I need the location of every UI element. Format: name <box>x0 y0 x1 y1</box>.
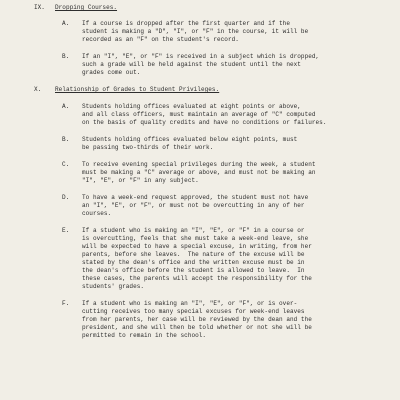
item-line: recorded as an "F" on the student's record. <box>82 36 239 43</box>
item-line: such a grade will be held against the student until the next <box>82 61 301 68</box>
item-line: must be making a "C" average or above, and must not be making an <box>82 169 316 176</box>
item-line: the dean's office before the student is allowed to leave. In <box>82 267 305 274</box>
item-label: A. <box>62 103 70 110</box>
item-line: "I", "E", or "F" in any subject. <box>82 177 199 184</box>
item-label: B. <box>62 136 70 143</box>
section-number: IX. <box>34 4 45 11</box>
item-line: will be expected to have a special excuse, in writing, from her <box>82 243 312 250</box>
item-line: To receive evening special privileges during the week, a student <box>82 161 316 168</box>
item-line: and all class officers, must maintain an average of "C" computed <box>82 111 316 118</box>
item-line: is overcutting, feels that she must take a week-end leave, she <box>82 235 309 242</box>
item-label: E. <box>62 227 70 234</box>
item-line: students' grades. <box>82 283 145 290</box>
item-label: B. <box>62 53 70 60</box>
item-line: be passing two-thirds of their work. <box>82 144 214 151</box>
section-title: Relationship of Grades to Student Privileges. <box>55 86 220 93</box>
item-line: Students holding offices evaluated below eight points, must <box>82 136 298 143</box>
item-line: cutting receives too many special excuses for week-end leaves <box>82 308 305 315</box>
item-line: courses. <box>82 210 112 217</box>
item-line: student is making a "D", "I", or "F" in the course, it will be <box>82 28 309 35</box>
item-label: F. <box>62 300 70 307</box>
item-label: A. <box>62 20 70 27</box>
item-line: parents, before she leaves. The nature of the excuse will be <box>82 251 305 258</box>
item-line: these cases, the parents will accept the responsibility for the <box>82 275 312 282</box>
item-line: president, and she will then be told whether or not she will be <box>82 324 312 331</box>
item-line: If a student who is making an "I", "E", or "F" in a course or <box>82 227 305 234</box>
item-label: D. <box>62 194 70 201</box>
item-line: from her parents, her case will be reviewed by the dean and the <box>82 316 312 323</box>
item-line: To have a week-end request approved, the student must not have <box>82 194 309 201</box>
item-line: permitted to remain in the school. <box>82 332 207 339</box>
item-line: If a student who is making an "I", "E", or "F", or is over- <box>82 300 298 307</box>
item-line: on the basis of quality credits and have no conditions or failures. <box>82 119 327 126</box>
item-line: an "I", "E", or "F", or must not be overcutting in any of her <box>82 202 305 209</box>
item-line: If an "I", "E", or "F" is received in a subject which is dropped, <box>82 53 320 60</box>
section-title: Dropping Courses. <box>55 4 118 11</box>
item-line: grades come out. <box>82 69 141 76</box>
item-line: stated by the dean's office and the written excuse must be in <box>82 259 305 266</box>
item-label: C. <box>62 161 70 168</box>
item-line: Students holding offices evaluated at eight points or above, <box>82 103 301 110</box>
section-number: X. <box>34 86 42 93</box>
item-line: If a course is dropped after the first quarter and if the <box>82 20 290 27</box>
